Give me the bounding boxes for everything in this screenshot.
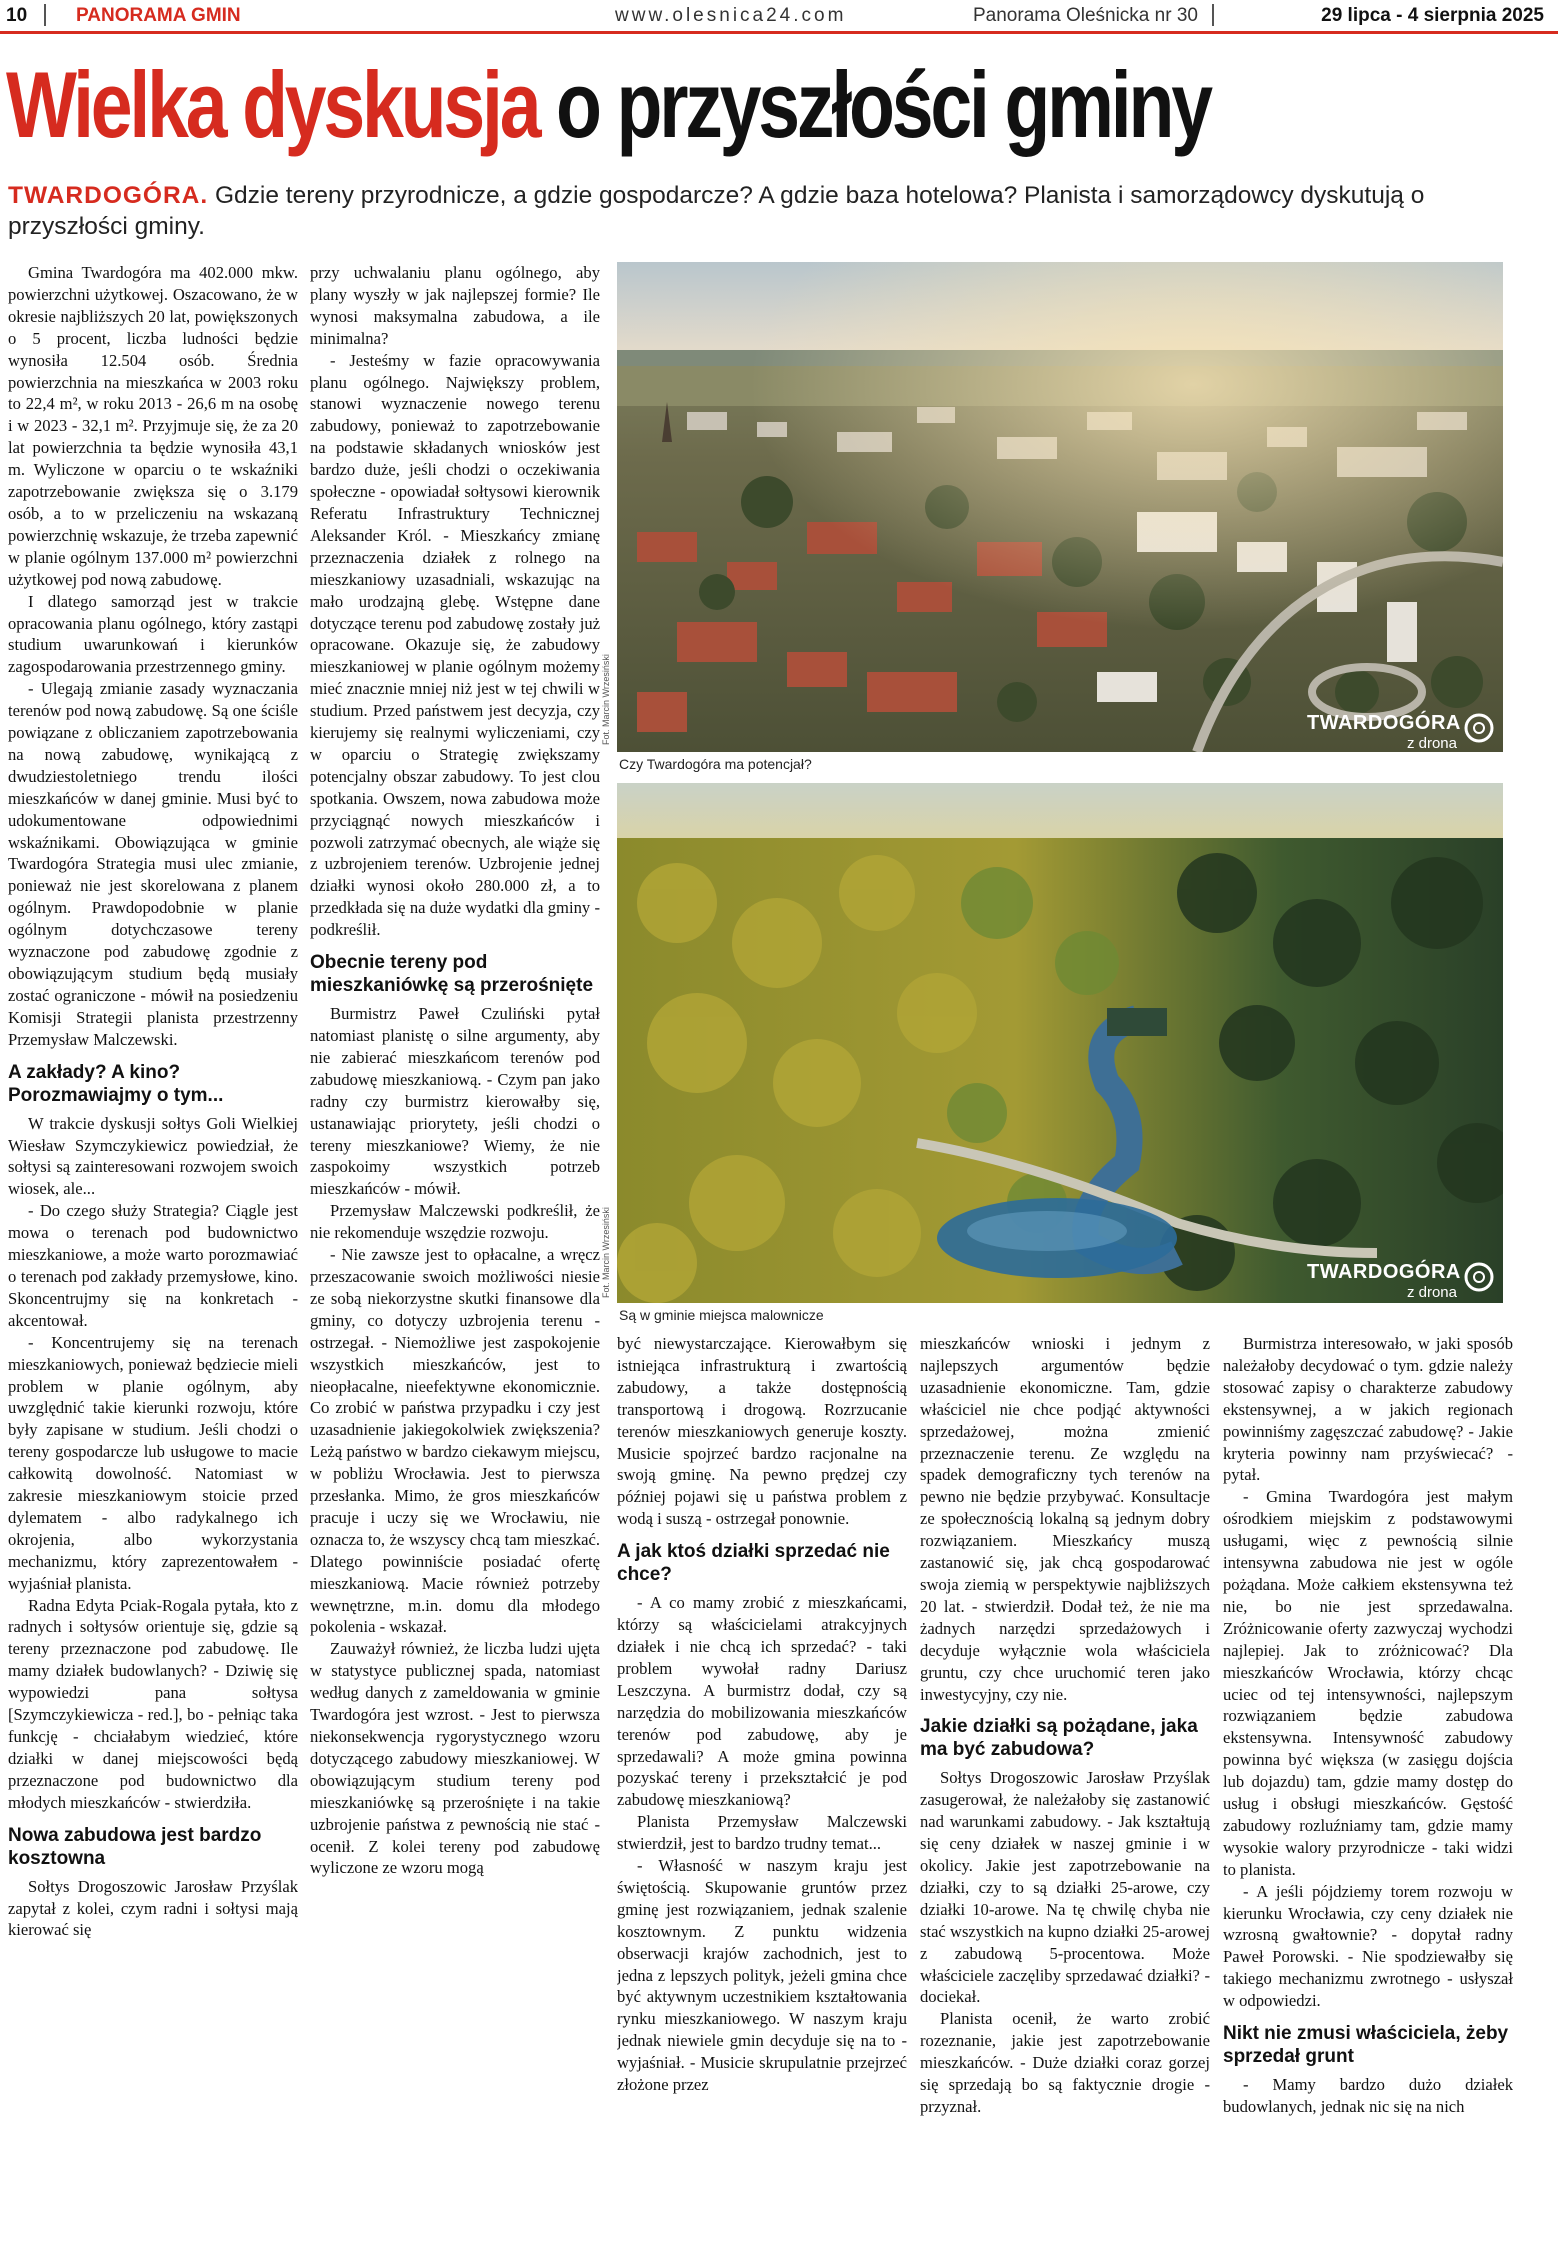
- paragraph: Planista ocenił, że warto zrobić rozeznanie, jakie jest zapotrzebowanie mieszkańców. - Duże działki coraz gorzej się sprzedają bo są faktycznie drogie - przyznał.: [920, 2009, 1210, 2116]
- paragraph: Zauważył również, że liczba ludzi ujęta w statystyce publicznej spada, natomiast według danych z zameldowania w gminie Twardogóra jest wzrost. - Jest to pierwsza niekonsekwencja rygorystycznego wzoru dotyczącego zabudowy mieszkaniowej. W obowiązującym studium tereny pod mieszkaniówkę są przerośnięte i na takie uzbrojenie państwa z pewnością nie stać - ocenił. Z kolei tereny pod zabudowę wyliczone ze wzoru mogą: [310, 1639, 600, 1878]
- article-column-3: [617, 1333, 907, 2258]
- subheading: Jakie działki są pożądane, jaka ma być zabudowa?: [920, 1716, 1198, 1761]
- paragraph: I dlatego samorząd jest w trakcie opracowania planu ogólnego, który zastąpi studium uwarunkowań i kierunków zagospodarowania przestrzennego gminy.: [8, 591, 298, 677]
- photo-credit: Fot. Marcin Wrzesiński: [601, 1207, 611, 1298]
- paragraph: - Jesteśmy w fazie opracowywania planu ogólnego. Największy problem, stanowi wyznaczenie nowego terenu zabudowy, ponieważ to zapotrzebowanie na podstawie składanych wniosków jest bardzo duże, jeśli chodzi o oczekiwania społeczne - opowiadał sołtysowi kierownik Referatu Infrastruktury Technicznej Aleksander Król. - Mieszkańcy zmianę przeznaczenia działek z rolnego na mieszkaniowy uzasadniali, wskazując na mało urodzajną glebę. Wstępne dane dotyczące terenu pod zabudowę zostały już opracowane. Okazuje się, że zabudowy mieszkaniowej w planie ogólnym możemy mieć znacznie mniej niż jest w tej chwili w studium. Przed państwem jest decyzja, czy kierujemy się realnymi wyliczeniami, czy w oparciu o Strategię zwiększamy potencjalny obszar zabudowy. To jest clou spotkania. Owszem, nowa zabudowa może przyciągnąć nowych mieszkańców i pozwoli zatrzymać obecnych, ale wiąże się z uzbrojeniem terenów. Uzbrojenie jednej działki wynosi około 280.000 zł, a to przedkłada się na duże wydatki dla gminy - podkreślił.: [310, 350, 600, 940]
- forest-aerial-image: [617, 783, 1503, 1303]
- headline-black-part: o przyszłości gminy: [556, 52, 1210, 157]
- paragraph: - Mamy bardzo dużo działek budowlanych, jednak nic się na nich: [1223, 2075, 1513, 2116]
- paragraph: przy uchwalaniu planu ogólnego, aby plany wyszły w jak najlepszej formie? Ile wynosi maksymalna zabudowa, a ile minimalna?: [310, 263, 600, 348]
- photo-brand-label: [1307, 1261, 1461, 1301]
- subheading: A jak ktoś działki sprzedać nie chce?: [617, 1541, 890, 1586]
- paragraph: - Nie zawsze jest to opłacalne, a wręcz przeszacowanie swoich możliwości niesie ze sobą niekorzystne skutki finansowe dla gminy, co dotyczy uzbrojenia terenu - ostrzegał. - Niemożliwe jest zaspokojenie wszystkich mieszkańców, jest to nieopłacalne, nieefektywne ekonomicznie. Co zrobić w państwa przypadku i czy jest uzasadnienie jakiegokolwiek zwiększenia? Leżą państwo w bardzo ciekawym miejscu, w pobliżu Wrocławia. Jest to pierwsza przesłanka. Mimo, że gros mieszkańców pracuje i uczy się we Wrocławiu, nie oznacza to, że wszyscy chcą tam mieszkać. Dlatego powinniście posiadać ofertę mieszkaniową. Macie również potrzeby wewnętrzne, m.in. domu dla młodego pokolenia - wskazał.: [310, 1245, 600, 1637]
- subheading: Nowa zabudowa jest bardzo kosztowna: [8, 1824, 262, 1869]
- paragraph: Burmistrz Paweł Czuliński pytał natomiast planistę o silne argumenty, aby nie zabierać mieszkańcom terenów pod zabudowę mieszkaniową. - Czym pan jako radny czy burmistrz kierowałby się, ustanawiając priorytety, jeśli chodzi o tereny mieszkaniowe? Wiemy, że nie zaspokoimy wszystkich potrzeb mieszkańców - mówił.: [310, 1004, 600, 1199]
- article-column-5: [1223, 1333, 1513, 2258]
- website-url: www.olesnica24.com: [615, 5, 847, 26]
- article-lead: [8, 180, 1538, 242]
- article-column-2: [310, 262, 600, 2258]
- camera-aperture-icon: [1463, 712, 1495, 744]
- issue-dates: 29 lipca - 4 sierpnia 2025: [1321, 5, 1544, 26]
- article-column-4: [920, 1333, 1210, 2258]
- paragraph: Radna Edyta Pciak-Rogala pytała, kto z radnych i sołtysów orientuje się, gdzie są tereny przeznaczone pod zabudowę. Ile mamy działek budowlanych? - Dziwię się wypowiedzi pana sołtysa [Szymczykiewicza - red.], bo - pełniąc taka funkcję - chciałabym wiedzieć, które działki w danej miejscowości będą przeznaczone pod budownictwo dla młodych mieszkańców - stwierdziła.: [8, 1595, 298, 1812]
- page-header: [0, 0, 1558, 34]
- paragraph: Przemysław Malczewski podkreślił, że nie rekomenduje wszędzie rozwoju.: [310, 1201, 600, 1243]
- page-number: 10: [6, 5, 28, 26]
- section-name: PANORAMA GMIN: [76, 5, 241, 26]
- article-column-1: [8, 262, 298, 2258]
- brand-sub: z drona: [1406, 1284, 1457, 1301]
- photo-credit: Fot. Marcin Wrzesiński: [601, 654, 611, 745]
- paragraph: Sołtys Drogoszowic Jarosław Przyślak zasugerował, że należałoby się zastanowić nad warunkami zabudowy. - Jak kształtują się ceny działek w naszej gminie i w okolicy. Jakie jest zapotrzebowanie na działki, czy to są działki 25-arowe, czy działki 10-arowe. Na tę chwilę chyba nie stać wszystkich na kupno działki 25-arowej z zabudową 5-procentowa. Może właściciele zaczęliby sprzedawać działki? - dociekał.: [920, 1768, 1210, 2007]
- col1-paragraphs: [8, 262, 298, 1051]
- paragraph: W trakcie dyskusji sołtys Goli Wielkiej Wiesław Szymczykiewicz powiedział, że sołtysi są zainteresowani rozwojem swoich wiosek, ale...: [8, 1113, 298, 1199]
- paragraph: - Gmina Twardogóra jest małym ośrodkiem miejskim z podstawowymi usługami, więc z pewnością silnie intensywna zabudowa nie jest w ogóle pożądana. Może całkiem ekstensywna też nie, bo nie jest sprzedawalna. Zróżnicowanie oferty zazwyczaj wychodzi najlepiej. Jak to zróżnicować? Dla mieszkańców Wrocławia, którzy chcąc uciec od tej intensywności, najlepszym rozwiązaniem będzie zabudowa ekstensywna. Intensywność zabudowy powinna być większa (w zasięgu dojścia lub dojazdu) tam, gdzie mamy dostęp do usług i obsługi mieszkańców. Gęstość zabudowy rozluźniamy tam, gdzie mamy wysokie walory przyrodnicze - taki widzi to planista.: [1223, 1487, 1513, 1879]
- paragraph: - Koncentrujemy się na terenach mieszkaniowych, ponieważ będziecie mieli problem w planie ogólnym, aby uwzględnić takie kierunki rozwoju, które były zapisane w studium. Jeśli chodzi o tereny gospodarcze lub usługowe to macie całkowitą dowolność. Natomiast w zakresie mieszkaniowym stoicie przed dylematem - albo radykalnego ich okrojenia, albo wykorzystania mechanizmu, który zaprezentowałem - wyjaśniał planista.: [8, 1332, 298, 1593]
- paragraph: - A co mamy zrobić z mieszkańcami, którzy są właścicielami atrakcyjnych działek i nie chcą ich sprzedać? - taki problem wywołał radny Dariusz Leszczyna. A burmistrz dodał, czy są narzędzia do mobilizowania mieszkańców terenów pod zabudowę, aby je sprzedawali? A może gmina powinna pozyskać tereny i przekształcić je pod zabudowę mieszkaniową?: [617, 1593, 907, 1810]
- brand-name: TWARDOGÓRA: [1307, 712, 1461, 734]
- forest-aerial-photo: [617, 783, 1503, 1303]
- paragraph: - Do czego służy Strategia? Ciągle jest mowa o terenach pod budownictwo mieszkaniowe, a może warto porozmawiać o terenach pod zakłady przemysłowe, kino. Skoncentrujmy się na konkretach - akcentował.: [8, 1201, 298, 1330]
- paragraph: Planista Przemysław Malczewski stwierdził, jest to bardzo trudny temat...: [617, 1812, 907, 1854]
- town-aerial-photo: [617, 262, 1503, 752]
- subheading: Nikt nie zmusi właściciela, żeby sprzedał grunt: [1223, 2023, 1509, 2068]
- town-aerial-image: [617, 262, 1503, 752]
- brand-sub: z drona: [1406, 735, 1457, 752]
- paragraph: być niewystarczające. Kierowałbym się istniejąca infrastrukturą i zwartością zabudowy, a także dostępnością transportową i drogową. Rozrzucanie terenów mieszkaniowych generuje koszty. Musicie spojrzeć bardzo racjonalne na swoją gminę. Na pewno prędzej czy później pojawi się u państwa problem z wodą i suszą - ostrzegał ponownie.: [617, 1334, 907, 1529]
- lead-text: Gdzie tereny przyrodnicze, a gdzie gospodarcze? A gdzie baza hotelowa? Planista i samorządowcy dyskutują o przyszłości gminy.: [8, 182, 1425, 240]
- paragraph: Gmina Twardogóra ma 402.000 mkw. powierzchni użytkowej. Oszacowano, że w okresie najbliższych 20 lat, powiększonych o 5 procent, liczba ludności będzie wynosiła 12.504 osób. Średnia powierzchnia na mieszkańca w 2003 roku to 22,4 m², w roku 2013 - 26,6 m na osobę i w 2023 - 32,1 m². Przyjmuje się, że za 20 lat powierzchnia ta będzie wynosiła 43,1 m. Wyliczone w oparciu o te wskaźniki zapotrzebowanie zwiększa się o 3.179 osób, a to w przeliczeniu na wskazaną powierzchnię wskazuje, że trzeba zapewnić w planie ogólnym 137.000 m² powierzchni użytkowej pod nową zabudowę.: [8, 263, 298, 589]
- camera-aperture-icon: [1463, 1261, 1495, 1293]
- photo-brand-label: [1307, 712, 1461, 752]
- paragraph: mieszkańców wnioski i jednym z najlepszych argumentów będzie uzasadnienie ekonomiczne. Tam, gdzie właściciel nie chce podjąć aktywności sprzedażowej, można zmienić przeznaczenie terenu. Ze względu na spadek demograficzny tych terenów na pewno nie będzie przybywać. Konsultacje ze społecznością lokalną są jednym dobry rozwiązaniem. Mieszkańcy muszą zastanowić się, jak chcą gospodarować swoja ziemią w perspektywie najbliższych 20 lat. - stwierdził. Dodał też, że nie ma żadnych narzędzi sprzedażowych i decyduje wyłącznie wola właściciela gruntu, czy chce uruchomić teren jako inwestycyjny, czy nie.: [920, 1334, 1210, 1704]
- subheading: Obecnie tereny pod mieszkaniówkę są przerośnięte: [310, 952, 594, 997]
- issue-number: Panorama Oleśnicka nr 30: [973, 5, 1198, 26]
- lead-place: TWARDOGÓRA.: [8, 182, 209, 209]
- paragraph: - A jeśli pójdziemy torem rozwoju w kierunku Wrocławia, czy ceny działek nie wzrosną gwałtownie? - dopytał radny Paweł Porowski. - Nie spodziewałby się takiego mechanizmu zwrotnego - usłyszał w odpowiedzi.: [1223, 1881, 1513, 2011]
- headline-red-part: Wielka dyskusja: [6, 52, 539, 157]
- header-divider: [1212, 4, 1214, 26]
- paragraph: Sołtys Drogoszowic Jarosław Przyślak zapytał z kolei, czym radni i sołtysi mają kierować się: [8, 1876, 298, 1940]
- brand-name: TWARDOGÓRA: [1307, 1261, 1461, 1283]
- paragraph: - Własność w naszym kraju jest świętością. Skupowanie gruntów przez gminę jest rozwiązaniem, jednak szalenie kosztownym. Z punktu widzenia obserwacji krajów zachodnich, jest to jedna z lepszych polityk, jeżeli gmina chce być aktywnym uczestnikiem kształtowania rynku mieszkaniowego. W naszym kraju jednak niewiele gmin decyduje się na to - wyjaśniał. - Musicie skrupulatnie przejrzeć złożone przez: [617, 1856, 907, 2095]
- subheading: A zakłady? A kino? Porozmawiajmy o tym...: [8, 1061, 224, 1106]
- paragraph: - Ulegają zmianie zasady wyznaczania terenów pod nową zabudowę. Są one ściśle powiązane z obliczaniem zapotrzebowania na nową zabudowę, wynikającą z dwudziestoletniego trendu ilości mieszkańców w danej gminie. Musi być to udokumentowane odpowiednimi wskaźnikami. Obowiązująca w gminie Twardogóra Strategia musi ulec zmianie, ponieważ nie jest skorelowana z planem ogólnym. Prawdopodobnie w planie ogólnym dotychczasowe tereny wyznaczone pod zabudowę zgodnie z obowiązującym studium będą musiały zostać ograniczone - mówił na posiedzeniu Komisji Strategii planista przestrzenny Przemysław Malczewski.: [8, 679, 298, 1049]
- photo-caption: Są w gminie miejsca malownicze: [619, 1307, 824, 1323]
- paragraph: Burmistrza interesowało, w jaki sposób należałoby decydować o tym. gdzie należy stosować zapisy o charakterze zabudowy ekstensywnej, a w jakich regionach powinniśmy zagęszczać zabudowę? - Jakie kryteria powinny nam przyświecać? - pytał.: [1223, 1334, 1513, 1485]
- article-headline: [6, 50, 1243, 160]
- photo-caption: Czy Twardogóra ma potencjał?: [619, 756, 812, 772]
- header-divider: [44, 4, 46, 26]
